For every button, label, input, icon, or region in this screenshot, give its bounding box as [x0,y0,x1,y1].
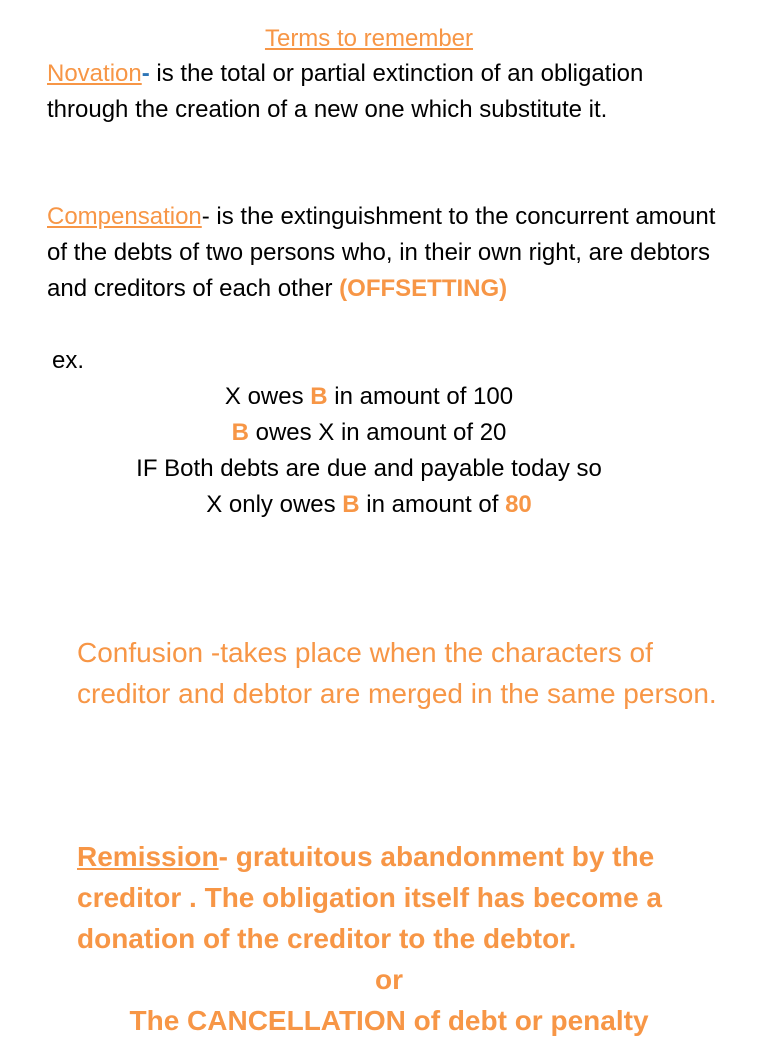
example-line-1-post: in amount of 100 [327,383,514,410]
remission-definition: - gratuitous abandonment by the creditor . The obligation itself has become a donation of the creditor to the debtor. [77,841,663,954]
novation-term: Novation [47,60,142,87]
example-line-1-b: B [310,383,328,410]
confusion-paragraph [77,632,737,714]
remission-term: Remission [77,841,219,872]
confusion-definition: takes place when the characters of creditor and debtor are merged in the same person. [77,637,717,709]
compensation-example [0,379,738,523]
compensation-term: Compensation [47,203,202,230]
compensation-dash: - [201,203,210,230]
remission-or: or [375,964,403,995]
example-line-3: IF Both debts are due and payable today so [136,455,602,482]
example-line-4-amount: 80 [505,491,532,518]
example-line-2-post: owes X in amount of 20 [248,419,507,446]
compensation-note: (OFFSETTING) [339,275,508,302]
example-line-1 [0,379,738,415]
page-title: Terms to remember [264,25,474,52]
confusion-term: Confusion - [77,637,221,668]
example-line-2-b: B [231,419,249,446]
remission-paragraph [77,836,737,959]
example-line-4-pre: X only owes [206,491,343,518]
example-line-2 [0,415,738,451]
example-line-1-pre: X owes [224,383,311,410]
compensation-paragraph [47,199,727,307]
novation-dash: - [141,60,150,87]
example-line-4-mid: in amount of [359,491,506,518]
example-line-4-b: B [342,491,360,518]
remission-alternative: The CANCELLATION of debt or penalty [129,1005,649,1036]
novation-definition: is the total or partial extinction of an obligation through the creation of a new one which substitute it. [47,60,644,123]
compensation-definition: is the extinguishment to the concurrent amount of the debts of two persons who, in their own right, are debtors and creditors of each other [47,203,716,302]
example-line-4 [0,487,738,523]
example-label: ex. [52,347,85,374]
novation-paragraph [47,56,727,128]
